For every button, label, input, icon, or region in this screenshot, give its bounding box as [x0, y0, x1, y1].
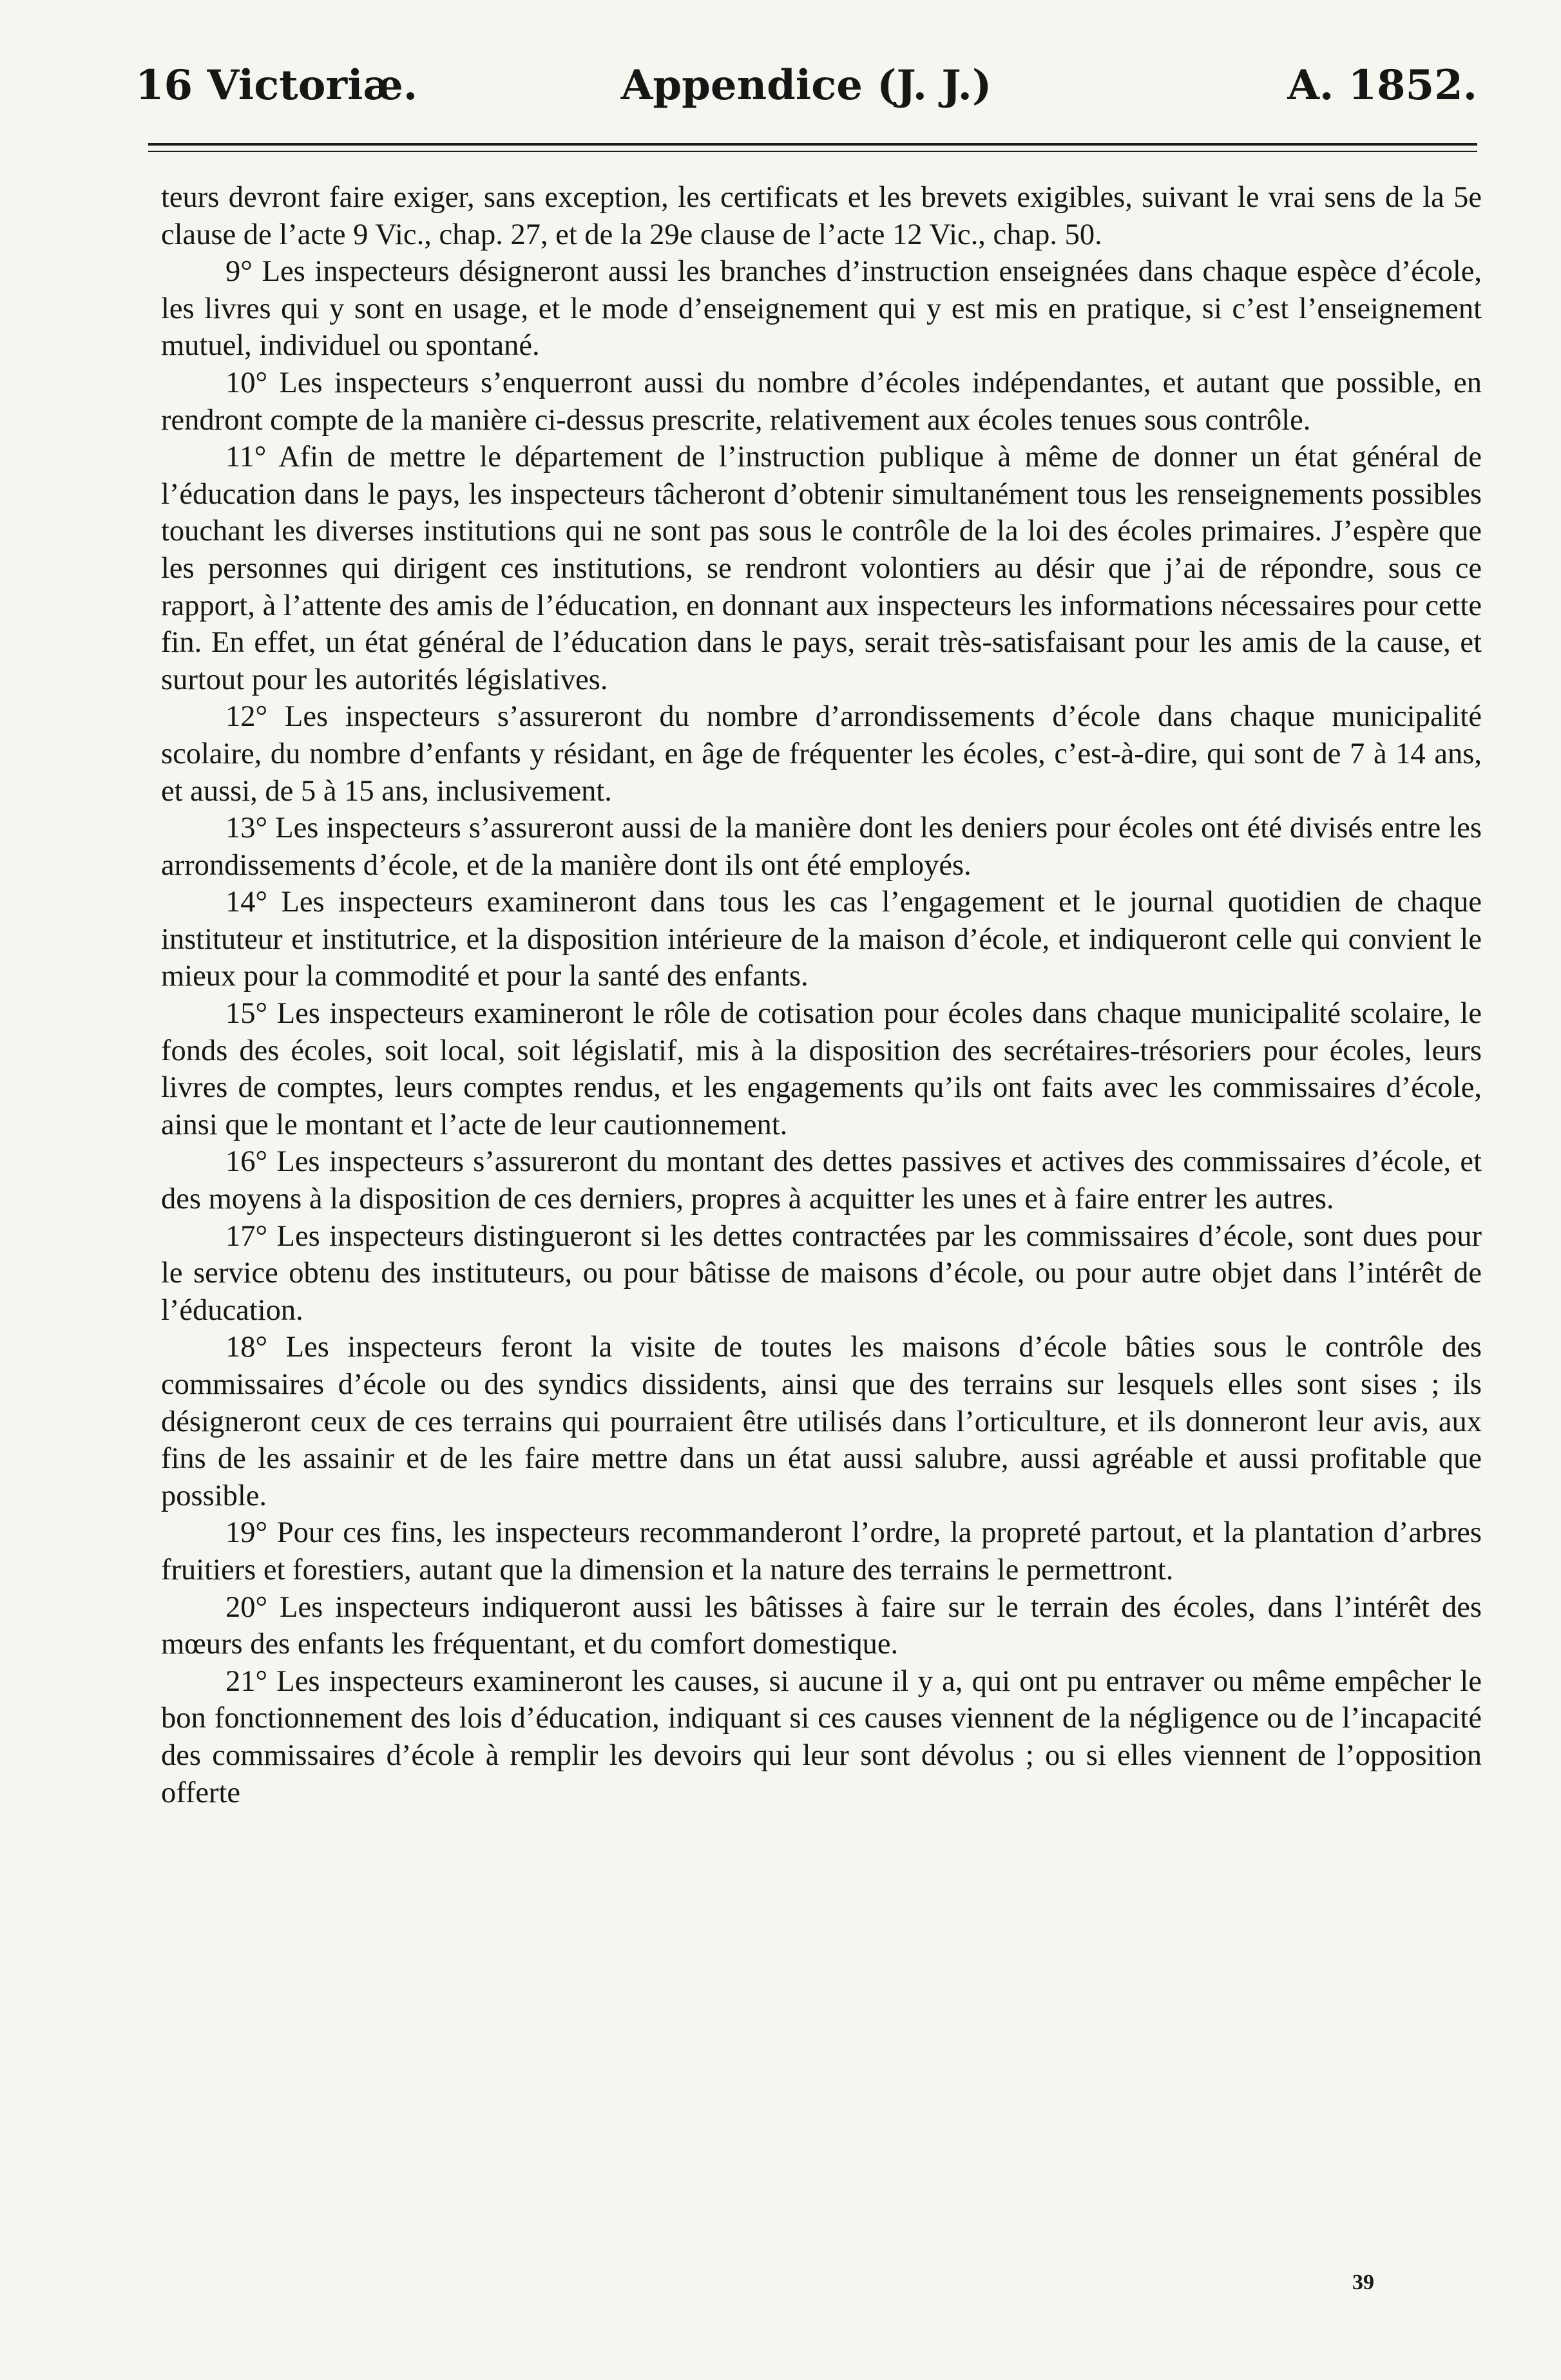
- body-text: [161, 179, 1482, 1811]
- paragraph-13: 13° Les inspecteurs s’assureront aussi de la manière dont les deniers pour écoles ont été divisés entre les arrondissements d’école, et de la manière dont ils ont été employés.: [161, 812, 1482, 882]
- paragraph-21: 21° Les inspecteurs examineront les causes, si aucune il y a, qui ont pu entraver ou même empêcher le bon fonctionnement des lois d’éducation, indiquant si ces causes viennent de la négligence ou de l’incapacité des commissaires d’école à remplir les devoirs qui leur sont dévolus ; ou si elles viennent de l’opposition offerte: [161, 1664, 1482, 1809]
- paragraph-18: 18° Les inspecteurs feront la visite de toutes les maisons d’école bâties sous le contrôle des commissaires d’école ou des syndics dissidents, ainsi que des terrains sur lesquels elles sont sises ; ils désigneront ceux de ces terrains qui pourraient être utilisés dans l’orticulture, et ils donneront leur avis, aux fins de les assainir et de les faire mettre dans un état aussi salubre, aussi agréable et aussi profitable que possible.: [161, 1331, 1482, 1512]
- paragraph-20: 20° Les inspecteurs indiqueront aussi les bâtisses à faire sur le terrain des écoles, dans l’intérêt des mœurs des enfants les fréquentant, et du comfort domestique.: [161, 1590, 1482, 1661]
- header-rule-thin: [148, 151, 1477, 152]
- paragraph-19: 19° Pour ces fins, les inspecteurs recommanderont l’ordre, la propreté partout, et la plantation d’arbres fruitiers et forestiers, autant que la dimension et la nature des terrains le permettront.: [161, 1516, 1482, 1586]
- page-number: 39: [1352, 2271, 1374, 2294]
- paragraph-16: 16° Les inspecteurs s’assureront du montant des dettes passives et actives des commissaires d’école, et des moyens à la disposition de ces derniers, propres à acquitter les unes et à faire entrer les autres.: [161, 1145, 1482, 1216]
- paragraph-11: 11° Afin de mettre le département de l’instruction publique à même de donner un état général de l’éducation dans le pays, les inspecteurs tâcheront d’obtenir simultanément tous les renseignements possibles touchant les diverses institutions qui ne sont pas sous le contrôle de la loi des écoles primaires. J’espère que les personnes qui dirigent ces institutions, se rendront volontiers au désir que j’ai de répondre, sous ce rapport, à l’attente des amis de l’éducation, en donnant aux inspecteurs les informations nécessaires pour cette fin. En effet, un état général de l’éducation dans le pays, serait très-satisfaisant pour les amis de la cause, et surtout pour les autorités législatives.: [161, 441, 1482, 696]
- header-right: A. 1852.: [1287, 61, 1477, 109]
- header-rule-thick: [148, 143, 1477, 146]
- running-header: [135, 50, 1477, 121]
- paragraph-15: 15° Les inspecteurs examineront le rôle de cotisation pour écoles dans chaque municipalité scolaire, le fonds des écoles, soit local, soit législatif, mis à la disposition des secrétaires-trésoriers pour écoles, leurs livres de comptes, leurs comptes rendus, et les engagements qu’ils ont faits avec les commissaires d’école, ainsi que le montant et l’acte de leur cautionnement.: [161, 997, 1482, 1141]
- header-center: Appendice (J. J.): [620, 61, 992, 109]
- paragraph-17: 17° Les inspecteurs distingueront si les dettes contractées par les commissaires d’école, sont dues pour le service obtenu des instituteurs, ou pour bâtisse de maisons d’école, ou pour autre objet dans l’intérêt de l’éducation.: [161, 1219, 1482, 1327]
- paragraph-continuation: teurs devront faire exiger, sans exception, les certificats et les brevets exigibles, suivant le vrai sens de la 5e clause de l’acte 9 Vic., chap. 27, et de la 29e clause de l’acte 12 Vic., chap. 50.: [161, 181, 1482, 251]
- paragraph-14: 14° Les inspecteurs examineront dans tous les cas l’engagement et le journal quotidien de chaque instituteur et institutrice, et la disposition intérieure de la maison d’école, et indiqueront celle qui convient le mieux pour la commodité et pour la santé des enfants.: [161, 886, 1482, 993]
- header-left: 16 Victoriæ.: [135, 61, 418, 109]
- paragraph-12: 12° Les inspecteurs s’assureront du nombre d’arrondissements d’école dans chaque municipalité scolaire, du nombre d’enfants y résidant, en âge de fréquenter les écoles, c’est-à-dire, qui sont de 7 à 14 ans, et aussi, de 5 à 15 ans, inclusivement.: [161, 700, 1482, 808]
- paragraph-9: 9° Les inspecteurs désigneront aussi les branches d’instruction enseignées dans chaque espèce d’école, les livres qui y sont en usage, et le mode d’enseignement qui y est mis en pratique, si c’est l’enseignement mutuel, individuel ou spontané.: [161, 255, 1482, 363]
- paragraph-10: 10° Les inspecteurs s’enquerront aussi du nombre d’écoles indépendantes, et autant que possible, en rendront compte de la manière ci-dessus prescrite, relativement aux écoles tenues sous contrôle.: [161, 366, 1482, 437]
